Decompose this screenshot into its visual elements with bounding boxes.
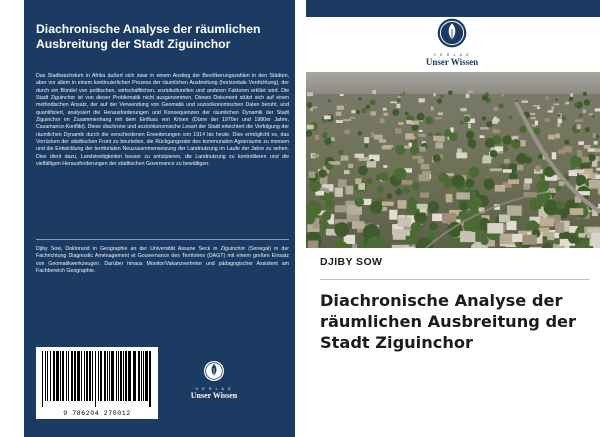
author-biography: Djiby Sow, Doktorand in Geographie an der Universität Assane Seck in Ziguinchor (Senegal) in der Fachrichtung Diagnostic Aménagement et Gouvernance des Territoires (DAGT) mit einem großen Einsatz von Geomatikwerkzeugen. Darüber hinaus Monitor/Vakanzvertreter und pädagogischer Assistent am Fachbereich Geographie.: [36, 246, 289, 275]
publisher-name: Unser Wissen: [190, 391, 238, 400]
city-aerial-photo: [306, 72, 600, 248]
book-title: Diachronische Analyse der räumlichen Ausbreitung der Stadt Ziguinchor: [320, 291, 576, 352]
front-publisher-logo: [412, 18, 492, 67]
feather-pen-circle-icon: [437, 18, 467, 48]
isbn-number: 9 786204 270012: [63, 410, 131, 417]
back-publisher-logo: [174, 360, 254, 400]
isbn-barcode: [36, 347, 158, 419]
book-spine: [295, 0, 306, 437]
author-divider: [320, 279, 590, 280]
barcode-bars: [40, 351, 154, 407]
back-cover-blurb: Das Stadtwachstum in Afrika äußert sich zwar in einem Anstieg der Bevölkerungszahlen in den Städten, aber vor allem in einem kontinuierlichen Prozess der räumlichen Ausbreitung (horizontale Verdichtung), der durch ein Bündel von politischen, wirtschaftlichen, soziokulturellen und anderen Faktoren erklärt wird. Die Stadt Ziguinchor ist von dieser Problematik nicht ausgenommen. Dieses Dokument stützt sich auf einen methodischen Ansatz, der auf der Verwendung von Geomatik und sozioökonomischen Daten beruht, und quantifiziert, analysiert die Herausforderungen und Konsequenzen der räumlichen Dynamik der Stadt Ziguinchor im Zusammenhang mit dem Einfluss von Krisen (Dürre der 1970er und 1980er Jahre, Casamance-Konflikt). Diese diachrone und sozioökonomische Lesart der Stadt erleichtert die Verfolgung der räumlichen Dynamik durch die verschiedenen Erweiterungen von 1914 bis heute. Dies ermöglicht es, das Vorrücken der städtischen Front zu beurteilen, die Rückgangsrate des kommunalen Agrarraums zu messen und die Entwicklung der territorialen Neuzusammensetzung der Landnutzung im Laufe der Jahre zu sehen. Dies dient dazu, Landstreitigkeiten besser zu antizipieren, die Landnutzung zu kontrollieren und die vielfältigen Herausforderungen der städtischen Governance zu bewältigen.: [36, 73, 289, 168]
publisher-verlag-text: V E R L A G: [433, 53, 471, 57]
front-top-band: [306, 0, 600, 17]
back-cover: [24, 0, 295, 437]
feather-pen-circle-icon: [203, 360, 225, 382]
publisher-name: Unser Wissen: [425, 57, 479, 67]
author-name: DJIBY SOW: [320, 256, 383, 268]
publisher-verlag-text: V E R L A G: [195, 387, 233, 391]
back-cover-divider: [36, 239, 289, 240]
back-cover-title: Diachronische Analyse der räumlichen Ausbreitung der Stadt Ziguinchor: [36, 22, 261, 51]
front-cover: [306, 0, 600, 437]
